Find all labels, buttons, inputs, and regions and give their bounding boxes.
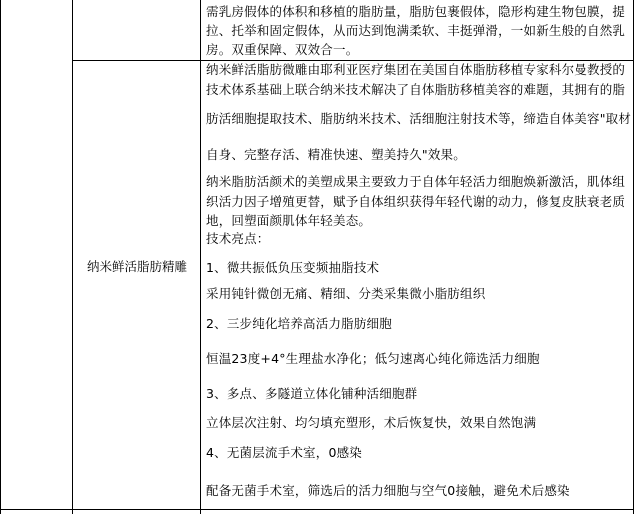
intro-line-2: 技术体系基础上联合纳米技术解决了自体脂肪移植美容的难题，其拥有的脂	[206, 82, 626, 97]
intro-line-4: 自身、完整存活、精准快速、塑美持久"效果。	[206, 147, 466, 162]
intro-line-3: 肪活细胞提取技术、脂肪纳米技术、活细胞注射技术等，缔造自体美容"取材	[206, 111, 632, 126]
table-border-left	[0, 0, 1, 514]
highlight-1-title: 1、微共振低负压变频抽脂技术	[206, 260, 380, 275]
highlight-3-title: 3、多点、多隧道立体化铺种活细胞群	[206, 386, 418, 401]
highlight-3-desc: 立体层次注射、均匀填充塑形，术后恢复快，效果自然饱满	[206, 415, 537, 430]
top-cell-line-1: 需乳房假体的体积和移植的脂肪量，脂肪包裹假体，隐形构建生物包膜，提	[206, 4, 626, 19]
highlight-2-title: 2、三步纯化培养高活力脂肪细胞	[206, 316, 392, 331]
table-column-divider-2	[200, 0, 201, 514]
table-border-right	[633, 0, 634, 514]
para2-line-2: 织活力因子增殖更替，赋予自体组织获得年轻代谢的动力，修复皮肤衰老质	[206, 194, 626, 209]
highlight-4-title: 4、无菌层流手术室，0感染	[206, 445, 363, 460]
top-cell-line-2: 拉、托举和固定假体，从而达到饱满柔软、丰挺弹滑，一如新生般的自然乳	[206, 23, 626, 38]
row-label: 纳米鲜活脂肪精雕	[86, 259, 187, 274]
table-column-divider-1	[72, 0, 73, 514]
highlight-1-desc: 采用钝针微创无痛、精细、分类采集微小脂肪组织	[206, 286, 486, 301]
table-row-divider-2	[0, 509, 634, 510]
top-cell-line-3: 房。双重保障、双效合一。	[206, 42, 359, 57]
intro-line-1: 纳米鲜活脂肪微雕由耶利亚医疗集团在美国自体脂肪移植专家科尔曼教授的	[206, 62, 626, 77]
highlight-4-desc: 配备无菌手术室，筛选后的活力细胞与空气0接触，避免术后感染	[206, 483, 570, 498]
para2-line-3: 地，回塑面颜肌体年轻美态。	[206, 213, 372, 228]
para2-line-1: 纳米脂肪活颜术的美塑成果主要致力于自体年轻活力细胞焕新激活，肌体组	[206, 174, 626, 189]
highlights-title: 技术亮点：	[206, 231, 270, 246]
highlight-2-desc: 恒温23度+4°生理盐水净化；低匀速离心纯化筛选活力细胞	[206, 351, 540, 366]
